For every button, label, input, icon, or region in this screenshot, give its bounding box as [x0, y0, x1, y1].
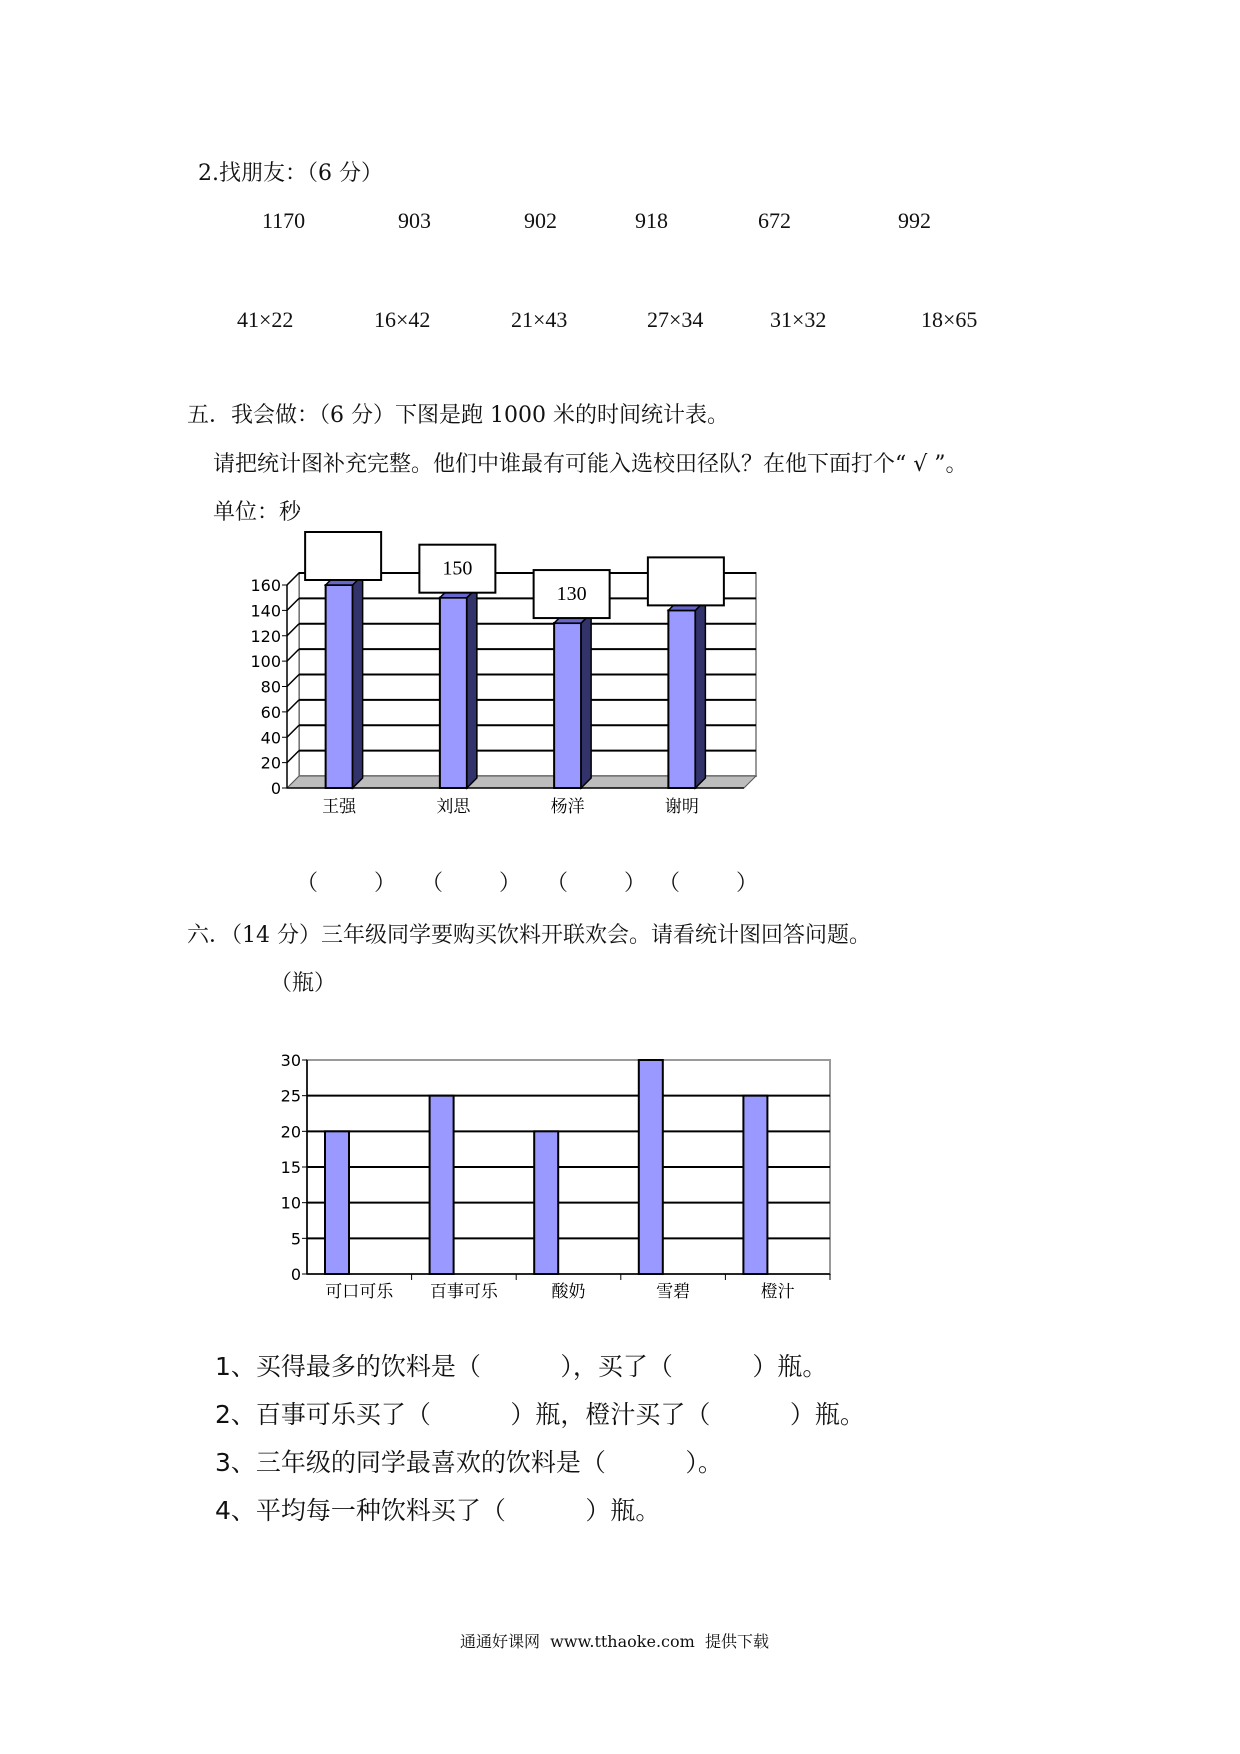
x-tick-label: 橙汁 [760, 1282, 795, 1300]
section5-heading: 五．我会做：（6 分）下图是跑 1000 米的时间统计表。 [187, 403, 729, 428]
y-tick-label: 140 [250, 601, 281, 621]
expression-item: 18×65 [921, 307, 978, 332]
answer-slot: （ ） [658, 871, 758, 896]
answer-slot: （ ） [546, 871, 646, 896]
value-label-box [305, 532, 381, 580]
y-tick-label: 30 [280, 1051, 301, 1070]
y-tick-label: 80 [260, 677, 281, 697]
expression-item: 27×34 [647, 307, 704, 332]
section6-unit: （瓶） [270, 971, 337, 996]
y-tick-label: 120 [250, 626, 281, 646]
y-tick-label: 60 [260, 702, 281, 722]
y-tick-label: 40 [260, 728, 281, 748]
bar [743, 1096, 767, 1274]
question-item: 2、百事可乐买了（ ）瓶，橙汁买了（ ）瓶。 [215, 1400, 865, 1429]
expression-item: 21×43 [511, 307, 568, 332]
bar [325, 1131, 349, 1274]
y-tick-label: 25 [280, 1086, 301, 1106]
bar [430, 1096, 454, 1274]
x-tick-label: 王强 [322, 797, 357, 817]
expression-item: 31×32 [770, 307, 827, 332]
section6-heading: 六．（14 分）三年级同学要购买饮料开联欢会。请看统计图回答问题。 [187, 923, 871, 948]
expression-item: 41×22 [237, 307, 294, 332]
y-tick-label: 5 [290, 1229, 301, 1249]
bar-side [467, 588, 477, 788]
question-item: 3、三年级的同学最喜欢的饮料是（ ）。 [215, 1448, 723, 1477]
bar [440, 598, 467, 788]
number-item: 918 [635, 208, 668, 233]
value-label: 130 [556, 583, 587, 606]
x-tick-label: 可口可乐 [325, 1282, 394, 1300]
running-time-chart [240, 520, 780, 820]
section5-instruction: 请把统计图补充完整。他们中谁最有可能入选校田径队？在他下面打个“ √ ”。 [213, 452, 968, 477]
y-tick-label: 20 [280, 1122, 301, 1142]
y-tick-label: 0 [270, 779, 281, 798]
number-item: 992 [898, 208, 931, 233]
bar [534, 1131, 558, 1274]
y-tick-label: 20 [260, 753, 281, 773]
answer-slot: （ ） [296, 871, 396, 896]
bar-side [695, 600, 705, 788]
number-item: 902 [524, 208, 557, 233]
bar-side [581, 613, 591, 788]
x-tick-label: 杨洋 [550, 797, 585, 817]
x-tick-label: 酸奶 [551, 1282, 586, 1300]
bar [326, 585, 353, 788]
y-tick-label: 15 [280, 1158, 301, 1177]
number-item: 1170 [262, 208, 306, 233]
bar-side [353, 575, 363, 788]
y-tick-label: 0 [290, 1265, 301, 1284]
x-tick-label: 雪碧 [656, 1282, 691, 1300]
question-item: 4、平均每一种饮料买了（ ）瓶。 [215, 1496, 661, 1525]
x-tick-label: 百事可乐 [429, 1282, 498, 1300]
x-tick-label: 刘思 [436, 797, 471, 817]
bar [639, 1060, 663, 1274]
bar [554, 623, 581, 788]
answer-slot: （ ） [421, 871, 521, 896]
x-tick-label: 谢明 [664, 797, 699, 817]
bar [668, 610, 695, 788]
drink-purchase-chart [260, 1040, 840, 1300]
find-friends-heading: 2.找朋友：（6 分） [198, 161, 383, 186]
number-item: 903 [398, 208, 431, 233]
value-label-box [648, 557, 724, 605]
y-tick-label: 100 [250, 652, 281, 672]
number-item: 672 [758, 208, 791, 233]
question-item: 1、买得最多的饮料是（ ），买了（ ）瓶。 [215, 1352, 828, 1381]
y-tick-label: 10 [280, 1193, 301, 1213]
footer-credit: 通通好课网 www.tthaoke.com 提供下载 [460, 1632, 769, 1651]
section5-unit: 单位：秒 [213, 500, 302, 525]
expression-item: 16×42 [374, 307, 431, 332]
value-label: 150 [442, 557, 473, 580]
y-tick-label: 160 [250, 576, 281, 595]
